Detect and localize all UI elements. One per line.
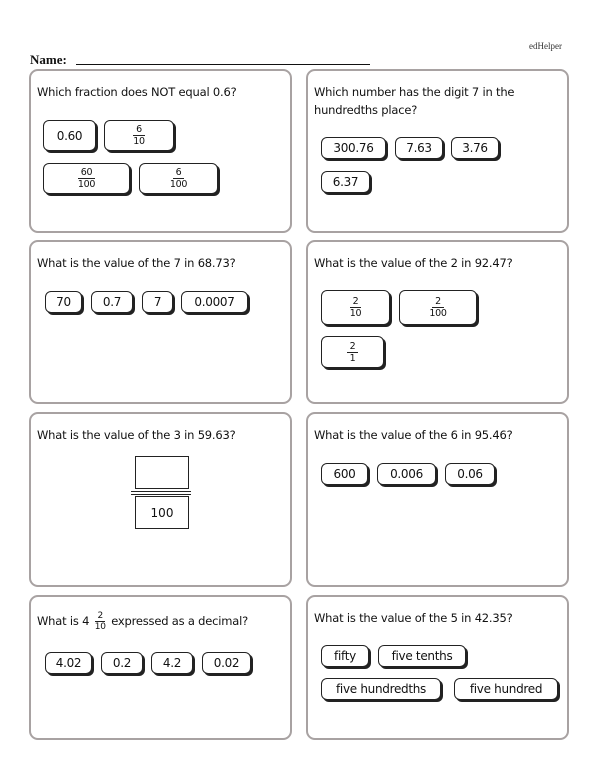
choice-label: five hundred: [469, 682, 543, 696]
answer-choice[interactable]: [45, 652, 92, 674]
answer-choice[interactable]: [91, 291, 133, 313]
choice-label: 600: [333, 467, 356, 481]
choice-label: fifty: [334, 649, 356, 663]
denominator-box: [135, 496, 189, 529]
question-text: What is the value of the 5 in 42.35?: [314, 611, 513, 625]
question-text: [37, 611, 284, 632]
answer-choice[interactable]: [104, 120, 174, 151]
choice-label: 7: [153, 295, 162, 309]
mixed-fraction: [95, 611, 106, 632]
answer-choice[interactable]: [321, 336, 384, 368]
denominator-label: 100: [150, 505, 174, 520]
answer-choice[interactable]: [378, 645, 466, 667]
answer-choice[interactable]: [43, 120, 96, 151]
answer-choice[interactable]: [377, 463, 436, 485]
choice-label: 0.006: [390, 467, 423, 481]
fraction: [168, 167, 189, 190]
numerator: 2: [97, 611, 103, 621]
question-text: What is the value of the 7 in 68.73?: [37, 256, 236, 270]
choice-label: 0.0007: [194, 295, 235, 309]
choice-label: 7.63: [406, 141, 432, 155]
question-card-5: [29, 412, 292, 587]
question-card-8: [306, 595, 569, 740]
question-card-7: [29, 595, 292, 740]
fraction: [427, 296, 448, 319]
denominator: 100: [77, 179, 96, 190]
numerator: 2: [347, 341, 359, 353]
choice-label: 6.37: [332, 175, 359, 189]
answer-choice[interactable]: [45, 291, 82, 313]
answer-choice[interactable]: [451, 137, 499, 159]
question-text: Which fraction does NOT equal 0.6?: [37, 85, 237, 99]
numerator: 2: [350, 296, 362, 308]
choice-label: 3.76: [462, 141, 488, 155]
answer-choice[interactable]: [321, 463, 368, 485]
numerator: 6: [173, 167, 185, 179]
numerator: 6: [133, 124, 145, 136]
answer-choice[interactable]: [202, 652, 251, 674]
denominator: 10: [349, 308, 362, 319]
question-text: What is the value of the 2 in 92.47?: [314, 256, 513, 270]
choice-label: 0.06: [457, 467, 483, 481]
question-text: Which number has the digit 7 in the hundredths place?: [314, 85, 515, 117]
choice-label: five tenths: [391, 649, 453, 663]
choice-label: 0.02: [213, 656, 240, 670]
question-text: What is the value of the 3 in 59.63?: [37, 428, 236, 442]
answer-choice[interactable]: [151, 652, 193, 674]
choice-label: 70: [56, 295, 71, 309]
answer-choice[interactable]: [321, 290, 390, 325]
choice-label: 300.76: [333, 141, 374, 155]
answer-choice[interactable]: [321, 171, 370, 193]
answer-choice[interactable]: [321, 645, 369, 667]
answer-choice[interactable]: [321, 137, 386, 159]
answer-choice[interactable]: [43, 163, 130, 194]
denominator: 100: [169, 179, 188, 190]
answer-choice[interactable]: [142, 291, 173, 313]
question-card-2: [306, 69, 569, 233]
choice-label: 0.60: [56, 128, 83, 143]
choice-label: 0.2: [112, 656, 132, 670]
answer-choice[interactable]: [445, 463, 495, 485]
fraction-bar: [131, 491, 191, 492]
numerator-answer-box[interactable]: [135, 456, 189, 489]
fraction: [347, 341, 359, 364]
answer-choice[interactable]: [101, 652, 143, 674]
answer-choice[interactable]: [139, 163, 218, 194]
denominator: 10: [133, 136, 145, 147]
answer-choice[interactable]: [395, 137, 443, 159]
choice-label: 4.2: [162, 656, 182, 670]
name-line[interactable]: [76, 64, 370, 65]
choice-label: five hundredths: [335, 682, 427, 696]
numerator: 60: [78, 167, 96, 179]
fraction: [131, 124, 147, 147]
denominator: 1: [349, 352, 356, 364]
fraction: [76, 167, 97, 190]
name-label: Name:: [30, 52, 67, 67]
brand-label: edHelper: [529, 41, 562, 51]
question-card-6: [306, 412, 569, 587]
answer-choice[interactable]: [321, 678, 441, 700]
question-card-3: [29, 240, 292, 404]
question-text-before: What is 4: [37, 614, 90, 628]
fraction: [348, 296, 364, 319]
denominator: 10: [94, 622, 106, 632]
answer-choice[interactable]: [181, 291, 248, 313]
choice-label: 4.02: [55, 656, 82, 670]
answer-choice[interactable]: [454, 678, 558, 700]
question-text-after: expressed as a decimal?: [111, 614, 249, 628]
question-card-4: [306, 240, 569, 404]
question-text: What is the value of the 6 in 95.46?: [314, 428, 513, 442]
question-card-1: [29, 69, 292, 233]
choice-label: 0.7: [102, 295, 122, 309]
numerator: 2: [432, 296, 444, 308]
answer-choice[interactable]: [399, 290, 477, 325]
denominator: 100: [429, 308, 447, 319]
fraction-bar-shadow: [131, 494, 191, 495]
